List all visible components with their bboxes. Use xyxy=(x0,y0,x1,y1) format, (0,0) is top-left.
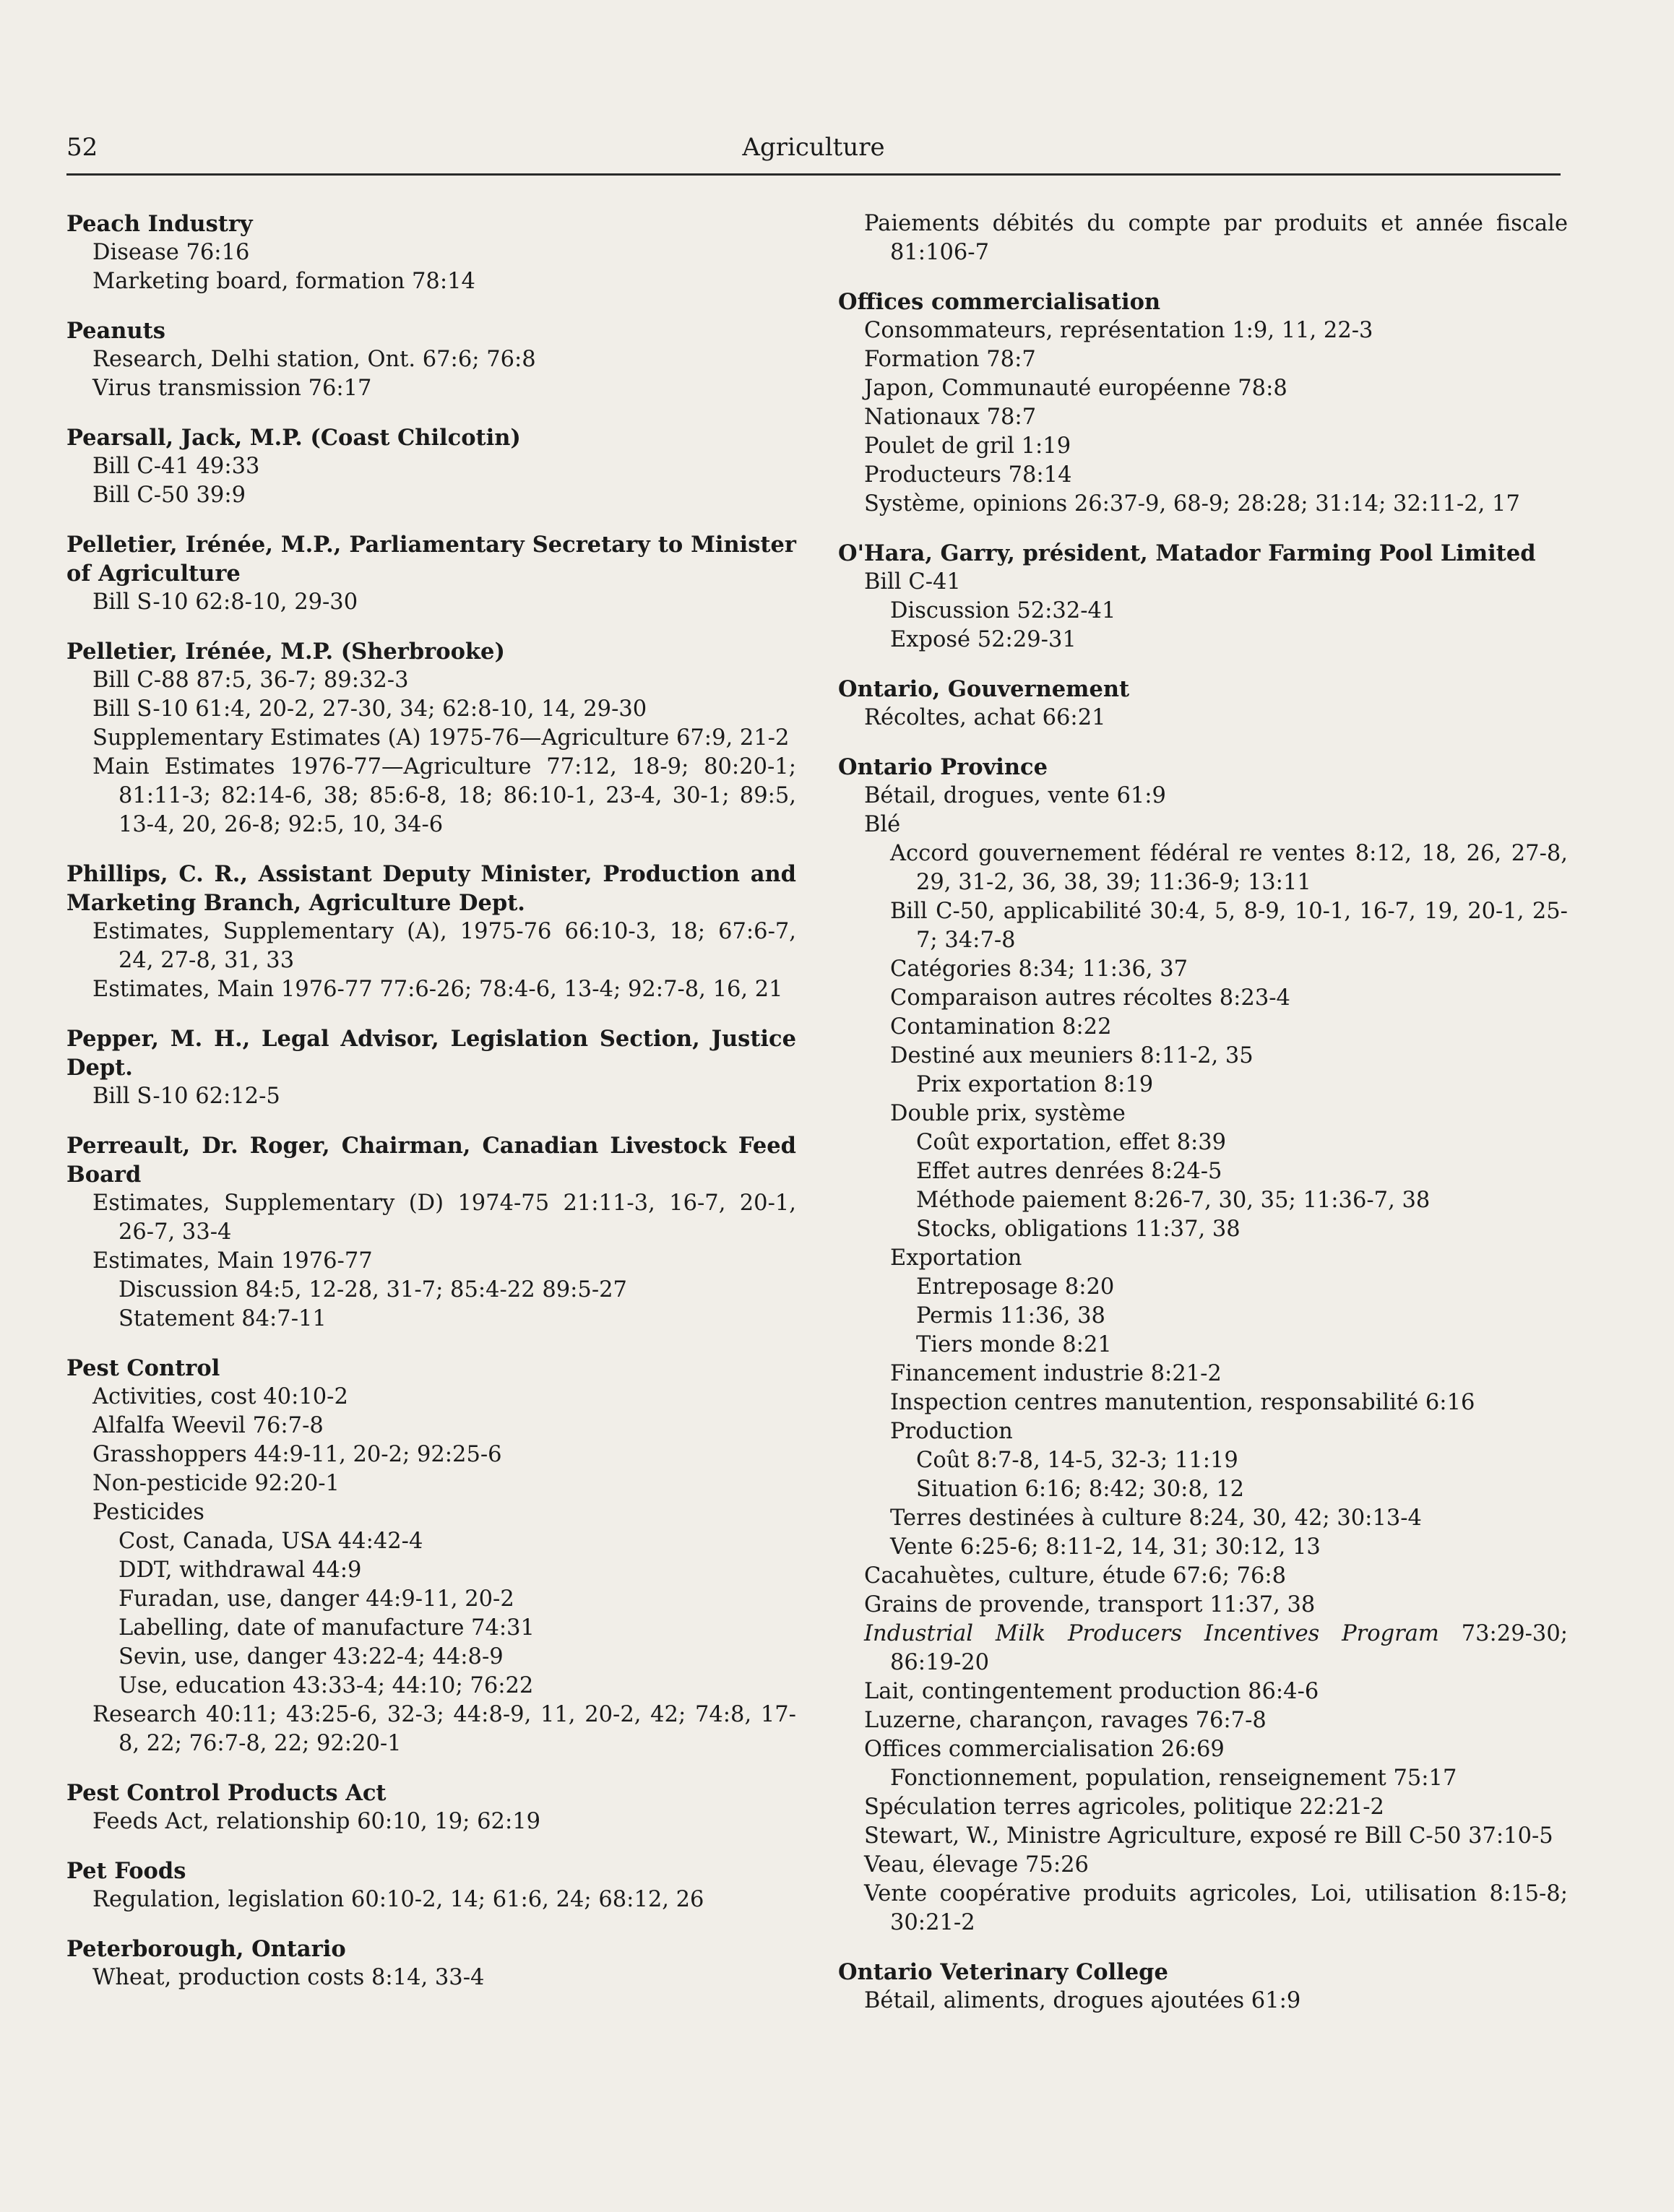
index-entry xyxy=(66,637,796,839)
index-subentry: Estimates, Supplementary (A), 1975-76 66:10-3, 18; 67:6-7, 24, 27-8, 31, 33 xyxy=(92,919,796,973)
index-subentry: Bill S-10 62:8-10, 29-30 xyxy=(92,589,358,615)
index-subentry: Bill C-41 49:33 xyxy=(92,454,260,479)
index-subentry: Cost, Canada, USA 44:42-4 xyxy=(118,1529,423,1554)
index-subentry: Catégories 8:34; 11:36, 37 xyxy=(890,956,1188,982)
index-subentry: Pesticides xyxy=(92,1500,204,1525)
index-subentry: Sevin, use, danger 43:22-4; 44:8-9 xyxy=(118,1644,504,1669)
index-subentry: Bill C-41 xyxy=(864,569,961,595)
index-heading: Ontario Province xyxy=(838,754,1048,780)
index-entry xyxy=(66,1935,796,1992)
index-heading: Pepper, M. H., Legal Advisor, Legislation Section, Justice Dept. xyxy=(66,1026,796,1081)
index-subentry: Offices commercialisation 26:69 xyxy=(864,1737,1225,1762)
index-heading: Pelletier, Irénée, M.P., Parliamentary Secretary to Minister of Agriculture xyxy=(66,532,796,587)
index-heading: Phillips, C. R., Assistant Deputy Minister, Production and Marketing Branch, Agriculture Dept. xyxy=(66,861,796,916)
index-subentry: Bétail, drogues, vente 61:9 xyxy=(864,783,1166,808)
index-subentry: Bill C-50, applicabilité 30:4, 5, 8-9, 10-1, 16-7, 19, 20-1, 25-7; 34:7-8 xyxy=(890,899,1568,953)
index-heading: Pest Control xyxy=(66,1355,220,1381)
index-subentry: Grains de provende, transport 11:37, 38 xyxy=(864,1592,1316,1617)
index-subentry: Formation 78:7 xyxy=(864,347,1036,372)
index-subentry: Use, education 43:33-4; 44:10; 76:22 xyxy=(118,1673,534,1698)
index-entry xyxy=(66,1024,796,1111)
index-entry xyxy=(838,1958,1568,2016)
index-subentry: Cacahuètes, culture, étude 67:6; 76:8 xyxy=(864,1563,1287,1589)
index-entry xyxy=(838,539,1568,654)
index-entry xyxy=(838,753,1568,1937)
index-entry xyxy=(66,209,796,296)
index-subentry: Vente 6:25-6; 8:11-2, 14, 31; 30:12, 13 xyxy=(890,1534,1321,1560)
page-title: Agriculture xyxy=(742,133,885,162)
index-subentry: DDT, withdrawal 44:9 xyxy=(118,1558,362,1583)
left-column xyxy=(66,209,796,2013)
index-subentry: Furadan, use, danger 44:9-11, 20-2 xyxy=(118,1586,514,1612)
index-entry xyxy=(66,530,796,617)
index-subentry: Financement industrie 8:21-2 xyxy=(890,1361,1222,1386)
index-subentry: Prix exportation 8:19 xyxy=(916,1072,1154,1097)
index-subentry: Estimates, Main 1976-77 xyxy=(92,1248,373,1274)
index-subentry: Estimates, Supplementary (D) 1974-75 21:11-3, 16-7, 20-1, 26-7, 33-4 xyxy=(92,1191,796,1245)
index-subentry: Vente coopérative produits agricoles, Loi, utilisation 8:15-8; 30:21-2 xyxy=(864,1881,1568,1935)
index-entry xyxy=(66,1857,796,1914)
index-subentry: Alfalfa Weevil 76:7-8 xyxy=(92,1413,324,1438)
index-subentry: Nationaux 78:7 xyxy=(864,405,1037,430)
index-entry xyxy=(66,423,796,510)
index-subentry: Bill C-50 39:9 xyxy=(92,483,246,508)
index-subentry: Entreposage 8:20 xyxy=(916,1274,1115,1300)
index-subentry: Récoltes, achat 66:21 xyxy=(864,705,1106,730)
index-subentry: Blé xyxy=(864,812,901,837)
index-entry xyxy=(66,1779,796,1836)
index-heading: Ontario Veterinary College xyxy=(838,1959,1168,1985)
index-subentry: Non-pesticide 92:20-1 xyxy=(92,1471,340,1496)
index-subentry: Bétail, aliments, drogues ajoutées 61:9 xyxy=(864,1988,1301,2013)
index-subentry: Statement 84:7-11 xyxy=(118,1306,327,1331)
index-subentry: Veau, élevage 75:26 xyxy=(864,1852,1089,1878)
index-subentry: Producteurs 78:14 xyxy=(864,462,1072,488)
index-subentry: Production xyxy=(890,1419,1013,1444)
index-subentry: Bill S-10 62:12-5 xyxy=(92,1084,280,1109)
index-entry xyxy=(66,316,796,403)
index-subentry: Disease 76:16 xyxy=(92,240,250,265)
index-subentry: Estimates, Main 1976-77 77:6-26; 78:4-6, 13-4; 92:7-8, 16, 21 xyxy=(92,977,783,1002)
index-heading: Pearsall, Jack, M.P. (Coast Chilcotin) xyxy=(66,425,521,451)
index-entry xyxy=(66,860,796,1004)
index-subentry: Lait, contingentement production 86:4-6 xyxy=(864,1679,1319,1704)
index-subentry: Japon, Communauté européenne 78:8 xyxy=(864,376,1287,401)
index-subentry: Bill C-88 87:5, 36-7; 89:32-3 xyxy=(92,668,409,693)
index-subentry: Discussion 84:5, 12-28, 31-7; 85:4-22 89:5-27 xyxy=(118,1277,627,1302)
page-number: 52 xyxy=(66,133,98,162)
index-subentry: Virus transmission 76:17 xyxy=(92,376,372,401)
index-subentry: Feeds Act, relationship 60:10, 19; 62:19 xyxy=(92,1809,541,1834)
right-column xyxy=(838,209,1568,2036)
index-subentry: Effet autres denrées 8:24-5 xyxy=(916,1159,1222,1184)
index-entry xyxy=(66,1131,796,1334)
index-subentry: Situation 6:16; 8:42; 30:8, 12 xyxy=(916,1477,1245,1502)
index-subentry: Permis 11:36, 38 xyxy=(916,1303,1105,1329)
index-entry xyxy=(838,675,1568,733)
index-subentry: Consommateurs, représentation 1:9, 11, 22-3 xyxy=(864,318,1373,343)
index-heading: Peterborough, Ontario xyxy=(66,1936,346,1962)
index-subentry: Main Estimates 1976-77—Agriculture 77:12, 18-9; 80:20-1; 81:11-3; 82:14-6, 38; 85:6-8, 18; 86:10-1, 23-4, 30-1; 89:5, 13-4, 20, 26-8; 92:5, 10, 34-6 xyxy=(92,754,796,837)
index-subentry: Spéculation terres agricoles, politique 22:21-2 xyxy=(864,1794,1384,1820)
index-subentry: Activities, cost 40:10-2 xyxy=(92,1384,348,1409)
index-heading: Pet Foods xyxy=(66,1858,186,1884)
program-title: Industrial Milk Producers Incentives Program xyxy=(864,1621,1439,1646)
index-subentry: Wheat, production costs 8:14, 33-4 xyxy=(92,1965,485,1990)
index-subentry: Regulation, legislation 60:10-2, 14; 61:6, 24; 68:12, 26 xyxy=(92,1887,704,1912)
index-subentry: Labelling, date of manufacture 74:31 xyxy=(118,1615,535,1641)
index-heading: Peach Industry xyxy=(66,211,253,237)
index-subentry: Inspection centres manutention, responsabilité 6:16 xyxy=(890,1390,1475,1415)
index-subentry: Exportation xyxy=(890,1245,1022,1271)
index-heading: O'Hara, Garry, président, Matador Farming Pool Limited xyxy=(838,540,1536,566)
index-heading: Peanuts xyxy=(66,318,165,344)
index-subentry: Contamination 8:22 xyxy=(890,1014,1112,1040)
index-subentry: Méthode paiement 8:26-7, 30, 35; 11:36-7, 38 xyxy=(916,1188,1431,1213)
index-heading: Perreault, Dr. Roger, Chairman, Canadian Livestock Feed Board xyxy=(66,1133,796,1188)
index-subentry: Research, Delhi station, Ont. 67:6; 76:8 xyxy=(92,347,536,372)
index-heading: Pest Control Products Act xyxy=(66,1780,387,1806)
index-subentry: Terres destinées à culture 8:24, 30, 42; 30:13-4 xyxy=(890,1505,1422,1531)
index-entry xyxy=(838,288,1568,519)
index-subentry xyxy=(838,1620,1568,1677)
index-subentry: Bill S-10 61:4, 20-2, 27-30, 34; 62:8-10, 14, 29-30 xyxy=(92,696,647,722)
index-subentry: Système, opinions 26:37-9, 68-9; 28:28; 31:14; 32:11-2, 17 xyxy=(864,491,1520,517)
index-subentry: Destiné aux meuniers 8:11-2, 35 xyxy=(890,1043,1254,1068)
index-subentry: Exposé 52:29-31 xyxy=(890,627,1077,652)
index-subentry: Marketing board, formation 78:14 xyxy=(92,269,475,294)
index-entry xyxy=(838,209,1568,267)
index-subentry: Tiers monde 8:21 xyxy=(916,1332,1112,1357)
index-subentry: Coût exportation, effet 8:39 xyxy=(916,1130,1227,1155)
index-subentry: Stocks, obligations 11:37, 38 xyxy=(916,1217,1241,1242)
index-subentry: Double prix, système xyxy=(890,1101,1126,1126)
index-subentry: Fonctionnement, population, renseignement 75:17 xyxy=(890,1766,1457,1791)
index-subentry: Stewart, W., Ministre Agriculture, exposé re Bill C-50 37:10-5 xyxy=(864,1823,1553,1849)
index-subentry: Paiements débités du compte par produits et année fiscale 81:106-7 xyxy=(864,211,1568,265)
index-subentry: Research 40:11; 43:25-6, 32-3; 44:8-9, 11, 20-2, 42; 74:8, 17-8, 22; 76:7-8, 22; 92:20-1 xyxy=(92,1702,796,1756)
index-subentry: Grasshoppers 44:9-11, 20-2; 92:25-6 xyxy=(92,1442,502,1467)
index-heading: Ontario, Gouvernement xyxy=(838,676,1130,702)
page-header xyxy=(66,130,1561,176)
index-subentry: Poulet de gril 1:19 xyxy=(864,433,1071,459)
index-subentry: Comparaison autres récoltes 8:23-4 xyxy=(890,985,1290,1011)
index-heading: Offices commercialisation xyxy=(838,289,1161,315)
index-subentry: Luzerne, charançon, ravages 76:7-8 xyxy=(864,1708,1267,1733)
index-heading: Pelletier, Irénée, M.P. (Sherbrooke) xyxy=(66,639,505,665)
index-entry xyxy=(66,1354,796,1758)
index-subentry: Discussion 52:32-41 xyxy=(890,598,1116,623)
index-subentry: Coût 8:7-8, 14-5, 32-3; 11:19 xyxy=(916,1448,1238,1473)
index-subentry: Supplementary Estimates (A) 1975-76—Agriculture 67:9, 21-2 xyxy=(92,725,790,751)
index-subentry: Accord gouvernement fédéral re ventes 8:12, 18, 26, 27-8, 29, 31-2, 36, 38, 39; 11:36-9; 13:11 xyxy=(890,841,1568,895)
page-references: 73:29-30; 86:19-20 xyxy=(890,1621,1569,1675)
